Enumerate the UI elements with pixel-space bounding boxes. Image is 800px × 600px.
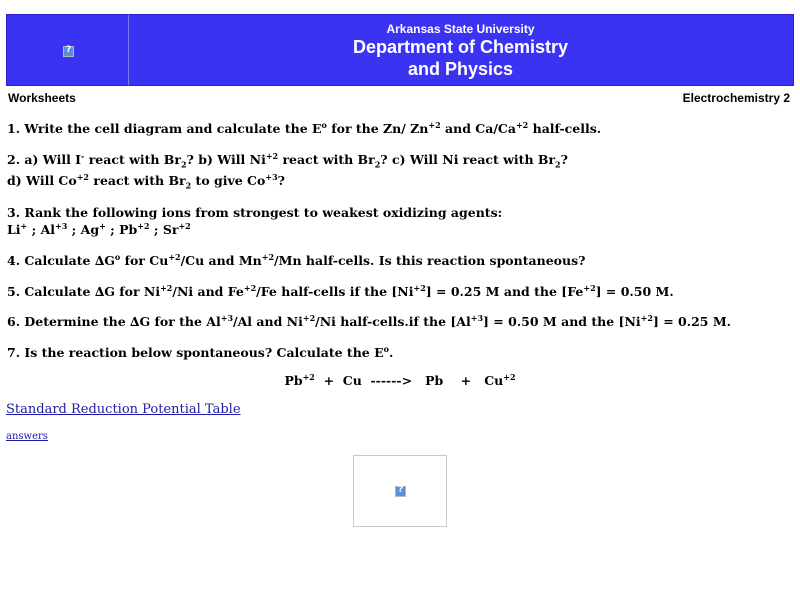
question-7: 7. Is the reaction below spontaneous? Calculate the $E^o$. — [7, 343, 394, 360]
section-label-topic: Electrochemistry 2 — [682, 91, 790, 105]
footer-image — [353, 455, 447, 527]
department-title-line2: and Physics — [407, 59, 514, 79]
question-4: 4. Calculate $\Delta G^o$ for $Cu^{+2}/Cu$ and $Mn^{+2}/Mn$ half-cells. Is this reaction spontaneous? — [7, 251, 586, 268]
question-5: 5. Calculate ∆G for $Ni^{+2}/Ni$ and $Fe^{+2}/Fe$ half-cells if the $[Ni^{+2}] = 0.25$ M and the $[Fe^{+2}] = 0.50$ M. — [7, 282, 674, 299]
question-2-line-2: d) Will $Co^{+2}$ react with $Br_2$ to give $Co^{+3}$? — [7, 171, 285, 191]
question-3-line-1: 3. Rank the following ions from strongest to weakest oxidizing agents: — [7, 205, 503, 220]
page-header — [6, 14, 794, 86]
department-title-line1: Department of Chemistry — [352, 37, 569, 57]
question-1: 1. Write the cell diagram and calculate the $E^o$ for the Zn/ $Zn^{+2}$ and $Ca/Ca^{+2}$ half-cells. — [7, 119, 602, 136]
broken-image-icon — [395, 486, 406, 497]
question-3-line-2: Li+ ; $Al^{+3}$ ; Ag+ ; $Pb^{+2}$ ; $Sr^{+2}$ — [7, 220, 191, 237]
header-titles — [128, 15, 793, 85]
standard-reduction-potential-table-link[interactable]: Standard Reduction Potential Table — [6, 402, 241, 417]
question-2-line-1: 2. a) Will I- react with $Br_2$? b) Will $Ni^{+2}$ react with $Br_2$? c) Will Ni react with $Br_2$? — [7, 150, 568, 170]
broken-image-icon — [63, 46, 74, 57]
question-6: 6. Determine the ∆G for the $Al^{+3}/Al$ and $Ni^{+2}/Ni$ half-cells.if the $[Al^{+3}] = 0.50$ M and the $[Ni^{+2}] = 0.25$ M. — [7, 312, 732, 329]
university-name: Arkansas State University — [386, 22, 535, 36]
reaction-equation: $Pb^{+2} + Cu$ ------> Pb + $Cu^{+2}$ — [284, 371, 516, 388]
section-label-worksheets: Worksheets — [8, 91, 76, 105]
answers-link[interactable]: answers — [6, 431, 48, 442]
logo-cell — [7, 15, 129, 85]
